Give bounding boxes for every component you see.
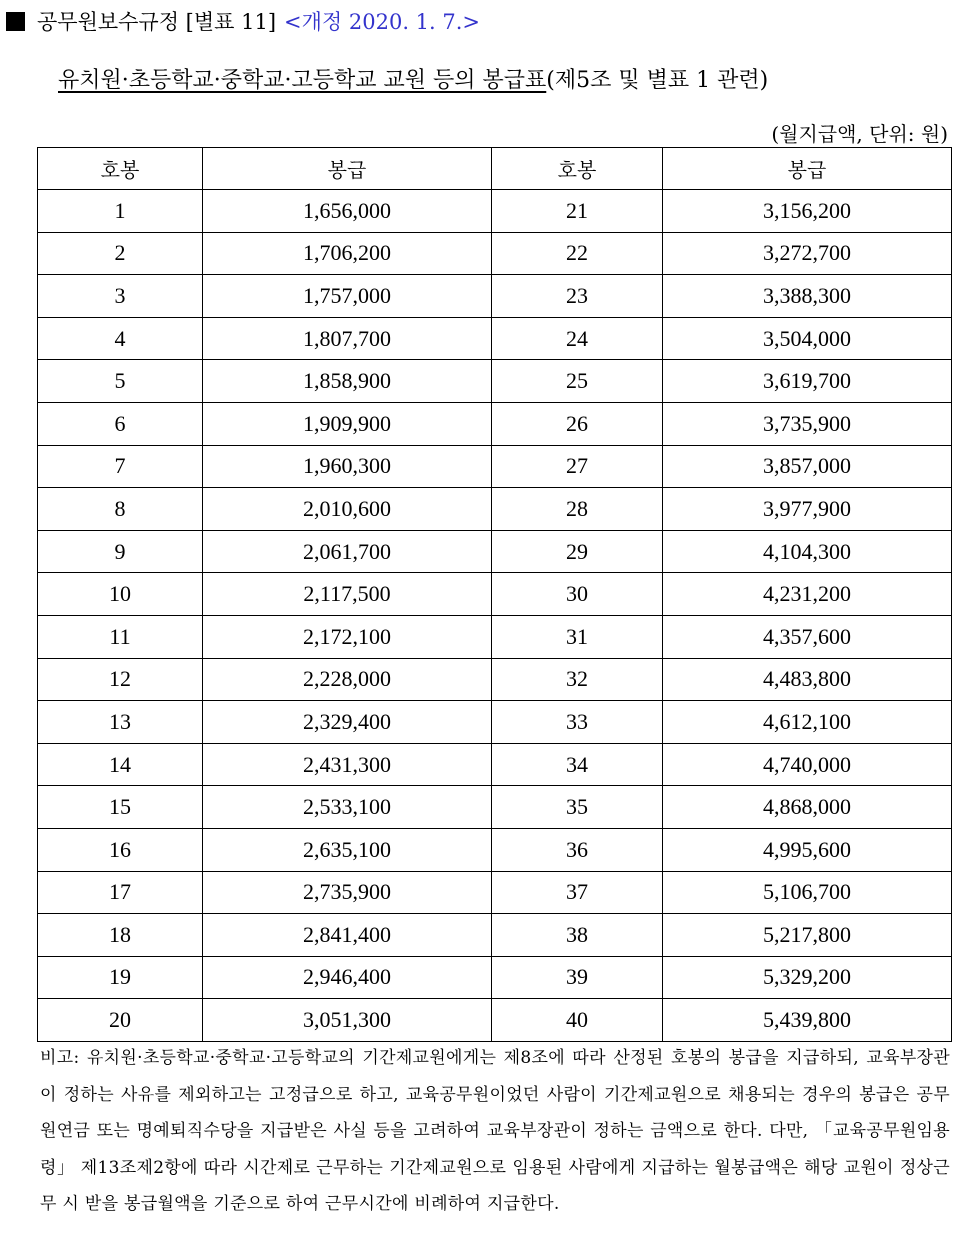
step-cell: 16 bbox=[38, 828, 203, 871]
salary-cell: 4,740,000 bbox=[663, 743, 952, 786]
salary-cell: 2,172,100 bbox=[203, 615, 492, 658]
salary-cell: 3,504,000 bbox=[663, 317, 952, 360]
step-cell: 22 bbox=[492, 232, 663, 275]
amendment-date: <개정 2020. 1. 7.> bbox=[284, 10, 481, 34]
step-cell: 30 bbox=[492, 573, 663, 616]
salary-cell: 5,439,800 bbox=[663, 999, 952, 1042]
header-step-1: 호봉 bbox=[38, 148, 203, 190]
salary-cell: 4,995,600 bbox=[663, 828, 952, 871]
step-cell: 26 bbox=[492, 402, 663, 445]
table-row bbox=[38, 317, 952, 360]
step-cell: 29 bbox=[492, 530, 663, 573]
salary-cell: 2,010,600 bbox=[203, 488, 492, 531]
table-row bbox=[38, 914, 952, 957]
table-header-row bbox=[38, 148, 952, 190]
salary-cell: 4,357,600 bbox=[663, 615, 952, 658]
salary-cell: 2,533,100 bbox=[203, 786, 492, 829]
step-cell: 5 bbox=[38, 360, 203, 403]
step-cell: 20 bbox=[38, 999, 203, 1042]
salary-cell: 5,106,700 bbox=[663, 871, 952, 914]
salary-table bbox=[37, 147, 952, 1042]
salary-cell: 3,388,300 bbox=[663, 275, 952, 318]
salary-cell: 2,635,100 bbox=[203, 828, 492, 871]
table-row bbox=[38, 445, 952, 488]
step-cell: 2 bbox=[38, 232, 203, 275]
salary-cell: 2,431,300 bbox=[203, 743, 492, 786]
salary-cell: 3,857,000 bbox=[663, 445, 952, 488]
step-cell: 19 bbox=[38, 956, 203, 999]
step-cell: 13 bbox=[38, 701, 203, 744]
salary-cell: 1,909,900 bbox=[203, 402, 492, 445]
salary-cell: 3,977,900 bbox=[663, 488, 952, 531]
salary-cell: 4,231,200 bbox=[663, 573, 952, 616]
salary-cell: 3,272,700 bbox=[663, 232, 952, 275]
step-cell: 12 bbox=[38, 658, 203, 701]
table-row bbox=[38, 402, 952, 445]
table-row bbox=[38, 275, 952, 318]
step-cell: 11 bbox=[38, 615, 203, 658]
black-square-icon bbox=[6, 12, 25, 31]
table-body bbox=[38, 190, 952, 1042]
unit-note: (월지급액, 단위: 원) bbox=[771, 121, 948, 146]
step-cell: 23 bbox=[492, 275, 663, 318]
step-cell: 3 bbox=[38, 275, 203, 318]
header-salary-2: 봉급 bbox=[663, 148, 952, 190]
table-row bbox=[38, 615, 952, 658]
step-cell: 21 bbox=[492, 190, 663, 233]
header-salary-1: 봉급 bbox=[203, 148, 492, 190]
salary-cell: 5,329,200 bbox=[663, 956, 952, 999]
step-cell: 4 bbox=[38, 317, 203, 360]
step-cell: 36 bbox=[492, 828, 663, 871]
step-cell: 27 bbox=[492, 445, 663, 488]
table-row bbox=[38, 360, 952, 403]
table-row bbox=[38, 786, 952, 829]
table-row bbox=[38, 232, 952, 275]
step-cell: 40 bbox=[492, 999, 663, 1042]
salary-cell: 3,735,900 bbox=[663, 402, 952, 445]
document-header bbox=[6, 6, 480, 36]
step-cell: 10 bbox=[38, 573, 203, 616]
step-cell: 6 bbox=[38, 402, 203, 445]
salary-cell: 1,960,300 bbox=[203, 445, 492, 488]
salary-cell: 2,228,000 bbox=[203, 658, 492, 701]
step-cell: 34 bbox=[492, 743, 663, 786]
step-cell: 18 bbox=[38, 914, 203, 957]
salary-cell: 2,117,500 bbox=[203, 573, 492, 616]
salary-cell: 3,619,700 bbox=[663, 360, 952, 403]
step-cell: 38 bbox=[492, 914, 663, 957]
step-cell: 37 bbox=[492, 871, 663, 914]
salary-cell: 5,217,800 bbox=[663, 914, 952, 957]
salary-cell: 4,483,800 bbox=[663, 658, 952, 701]
table-row bbox=[38, 530, 952, 573]
table-row bbox=[38, 828, 952, 871]
step-cell: 15 bbox=[38, 786, 203, 829]
table-row bbox=[38, 743, 952, 786]
salary-cell: 1,858,900 bbox=[203, 360, 492, 403]
salary-cell: 1,807,700 bbox=[203, 317, 492, 360]
step-cell: 1 bbox=[38, 190, 203, 233]
step-cell: 14 bbox=[38, 743, 203, 786]
remarks-note: 비고: 유치원·초등학교·중학교·고등학교의 기간제교원에게는 제8조에 따라 산정된 호봉의 봉급을 지급하되, 교육부장관이 정하는 사유를 제외하고는 고정급으로 하고, 교육공무원이었던 사람이 기간제교원으로 채용되는 경우의 봉급은 공무원연금 또는 명예퇴직수당을 지급받은 사실 등을 고려하여 교육부장관이 정하는 금액으로 한다. 다만, 「교육공무원임용령」 제13조제2항에 따라 시간제로 근무하는 기간제교원으로 임용된 사람에게 지급하는 월봉급액은 해당 교원이 정상근무 시 받을 봉급월액을 기준으로 하여 근무시간에 비례하여 지급한다. bbox=[40, 1048, 950, 1214]
salary-cell: 4,104,300 bbox=[663, 530, 952, 573]
step-cell: 31 bbox=[492, 615, 663, 658]
step-cell: 25 bbox=[492, 360, 663, 403]
step-cell: 39 bbox=[492, 956, 663, 999]
salary-cell: 2,329,400 bbox=[203, 701, 492, 744]
regulation-name: 공무원보수규정 [별표 11] bbox=[37, 10, 277, 34]
step-cell: 8 bbox=[38, 488, 203, 531]
step-cell: 32 bbox=[492, 658, 663, 701]
table-row bbox=[38, 701, 952, 744]
table-row bbox=[38, 488, 952, 531]
table-title bbox=[58, 62, 768, 94]
salary-cell: 2,946,400 bbox=[203, 956, 492, 999]
step-cell: 33 bbox=[492, 701, 663, 744]
step-cell: 17 bbox=[38, 871, 203, 914]
table-row bbox=[38, 190, 952, 233]
title-main: 유치원·초등학교·중학교·고등학교 교원 등의 봉급표 bbox=[58, 67, 547, 93]
step-cell: 9 bbox=[38, 530, 203, 573]
table-row bbox=[38, 871, 952, 914]
table-row bbox=[38, 999, 952, 1042]
table-row bbox=[38, 956, 952, 999]
salary-cell: 2,735,900 bbox=[203, 871, 492, 914]
salary-cell: 1,757,000 bbox=[203, 275, 492, 318]
step-cell: 28 bbox=[492, 488, 663, 531]
table-row bbox=[38, 658, 952, 701]
salary-cell: 2,061,700 bbox=[203, 530, 492, 573]
step-cell: 24 bbox=[492, 317, 663, 360]
header-step-2: 호봉 bbox=[492, 148, 663, 190]
title-reference: (제5조 및 별표 1 관련) bbox=[546, 67, 769, 93]
salary-cell: 3,156,200 bbox=[663, 190, 952, 233]
step-cell: 35 bbox=[492, 786, 663, 829]
salary-cell: 3,051,300 bbox=[203, 999, 492, 1042]
salary-cell: 4,612,100 bbox=[663, 701, 952, 744]
salary-cell: 1,656,000 bbox=[203, 190, 492, 233]
table-row bbox=[38, 573, 952, 616]
salary-cell: 4,868,000 bbox=[663, 786, 952, 829]
step-cell: 7 bbox=[38, 445, 203, 488]
salary-cell: 2,841,400 bbox=[203, 914, 492, 957]
salary-cell: 1,706,200 bbox=[203, 232, 492, 275]
